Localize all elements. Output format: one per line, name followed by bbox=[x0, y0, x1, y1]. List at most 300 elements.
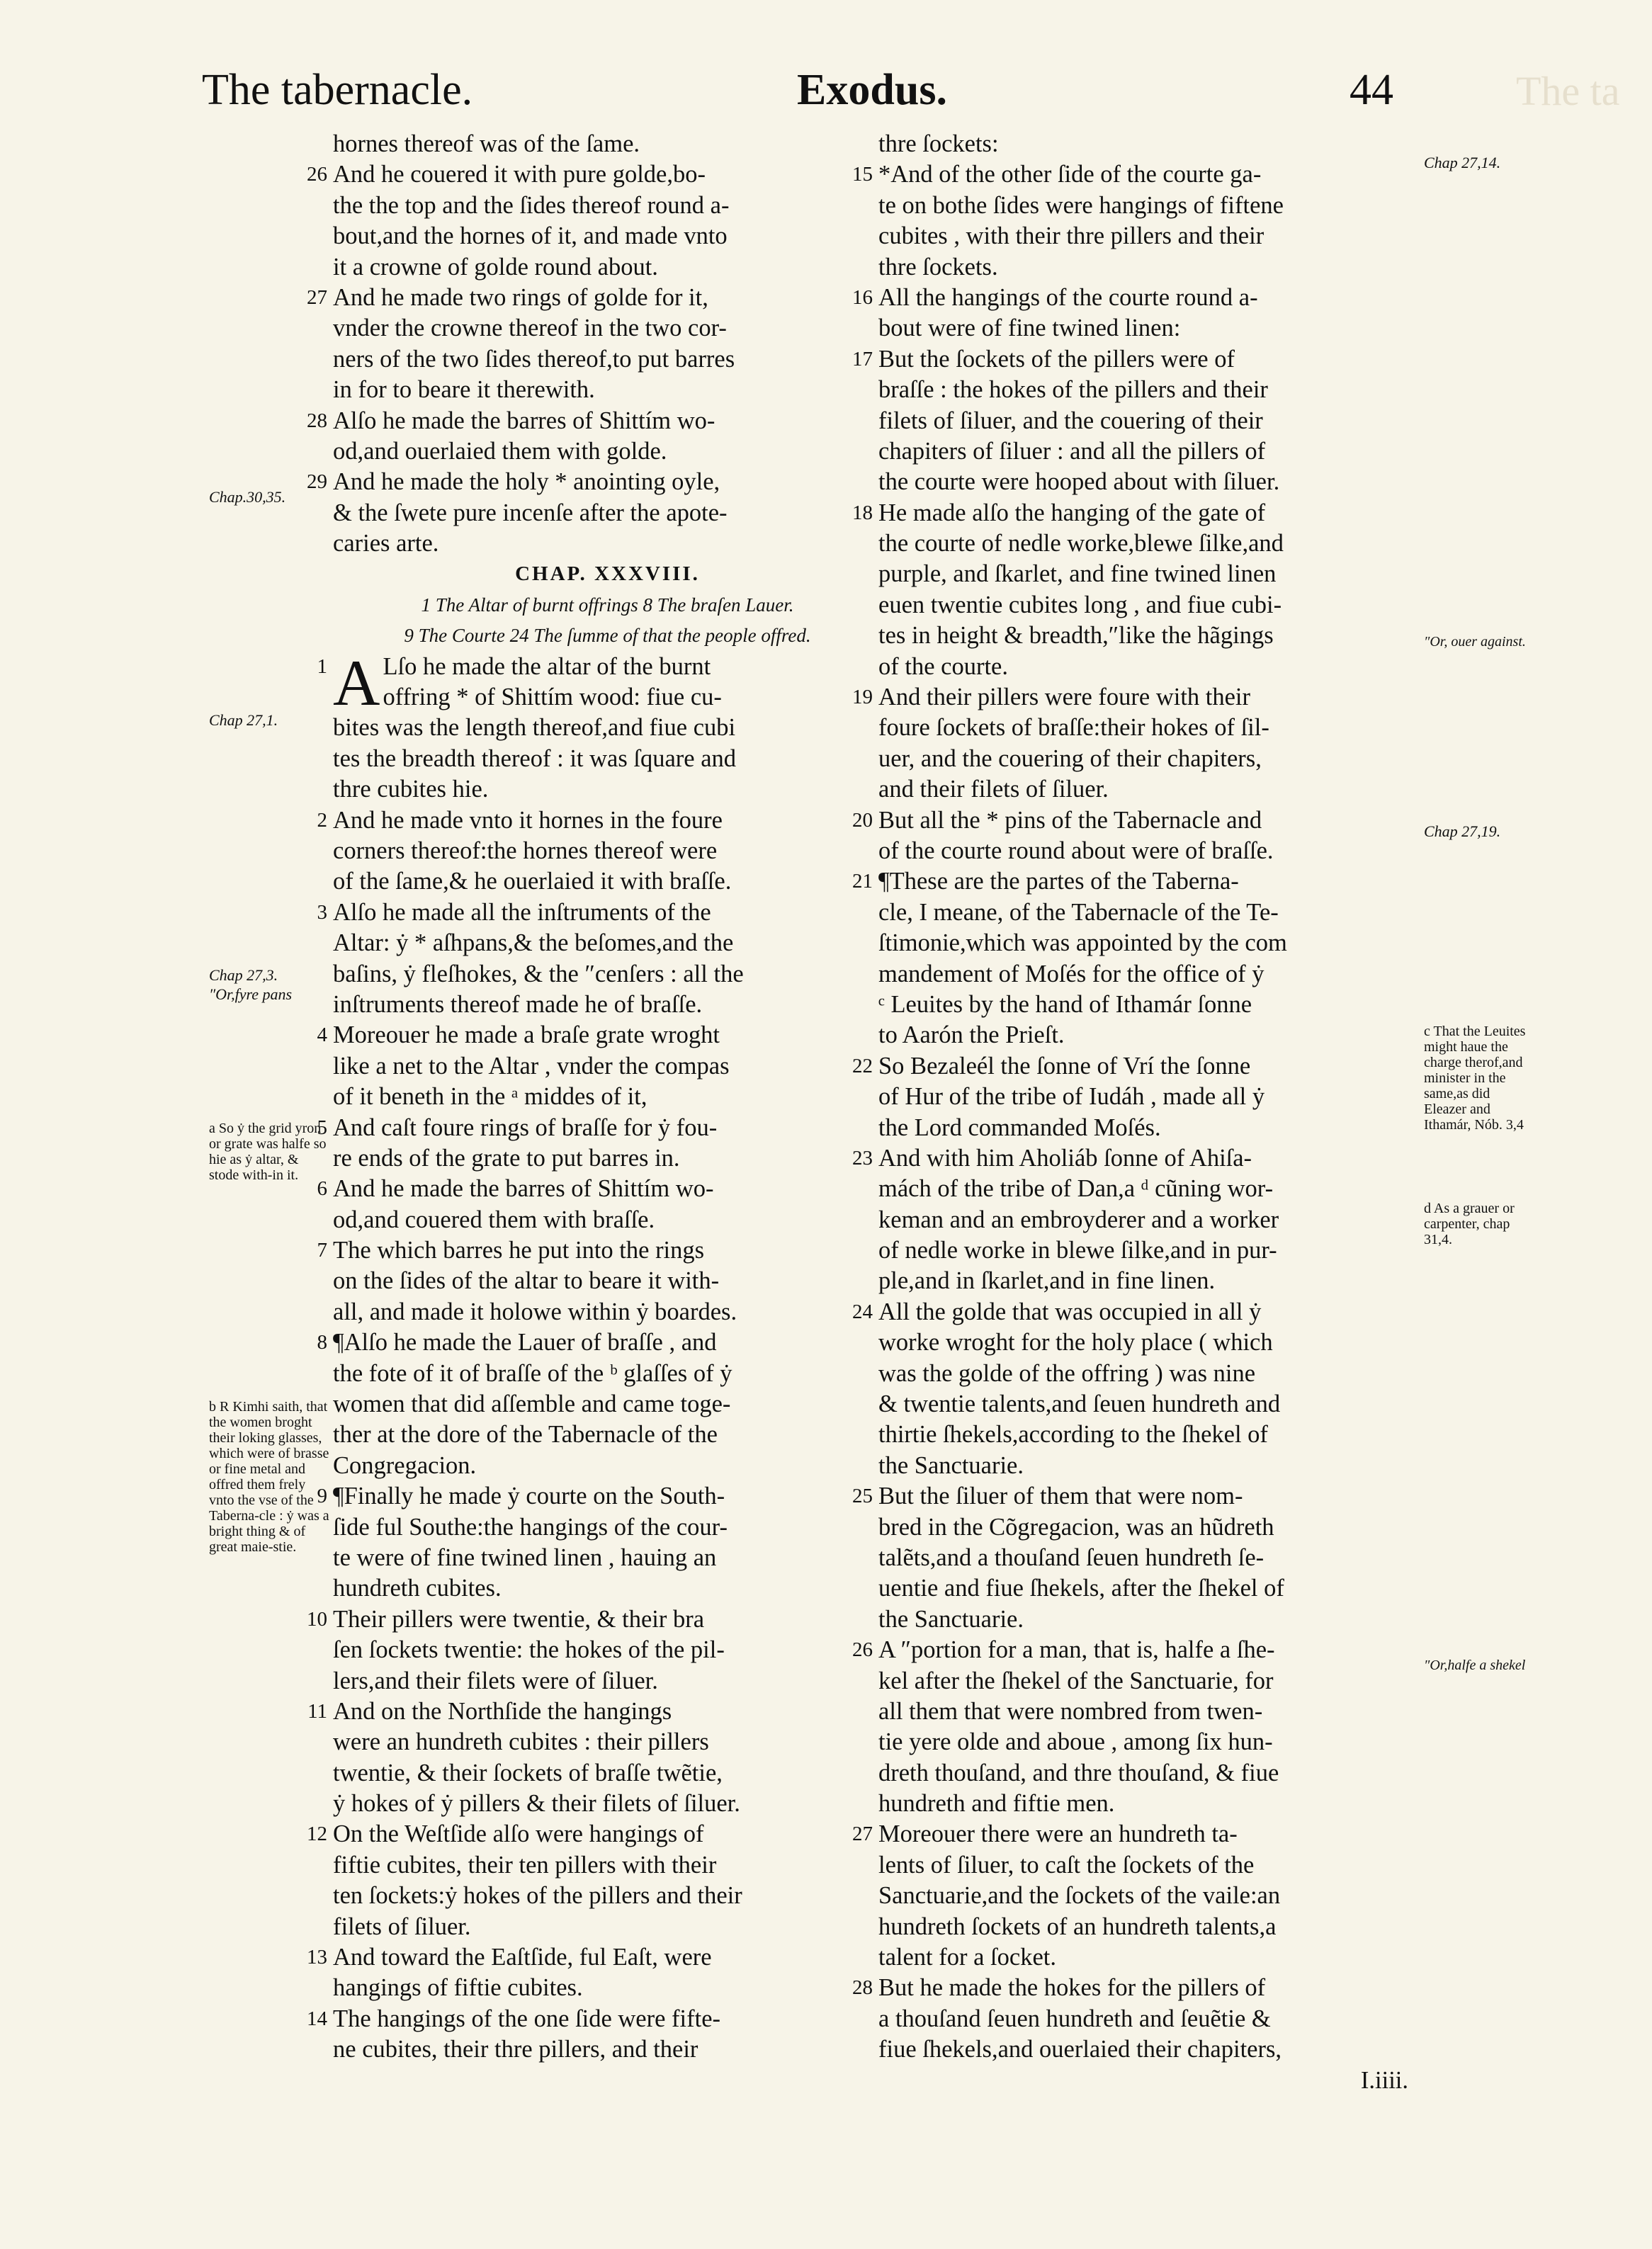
text-line bbox=[878, 1912, 1431, 1942]
text-line bbox=[878, 744, 1431, 774]
line-text: the Sanctuarie. bbox=[878, 1605, 1024, 1633]
line-text: keman and an embroyderer and a worker bbox=[878, 1206, 1279, 1233]
verse-number: 11 bbox=[307, 1699, 327, 1723]
line-text: Moreouer there were an hundreth ta- bbox=[878, 1820, 1238, 1848]
verse-line bbox=[852, 682, 1431, 713]
line-text: tes in height & breadth,″like the hãgings bbox=[878, 622, 1274, 650]
line-text: Alſo he made the barres of Shittím wo- bbox=[333, 407, 715, 434]
verse-line bbox=[852, 1481, 1431, 1512]
line-text: and their filets of ſiluer. bbox=[878, 776, 1109, 803]
line-text: But the ſockets of the pillers were of bbox=[878, 345, 1235, 373]
verse-line bbox=[307, 1604, 882, 1635]
line-text: thre cubites hie. bbox=[333, 776, 489, 803]
text-line bbox=[878, 1113, 1431, 1143]
line-text: All the hangings of the courte round a- bbox=[878, 283, 1258, 311]
text-line bbox=[333, 498, 882, 528]
line-text: talent for a ſocket. bbox=[878, 1944, 1056, 1971]
text-line bbox=[333, 866, 882, 897]
text-line bbox=[333, 559, 882, 589]
text-line bbox=[333, 1635, 882, 1665]
verse-line bbox=[307, 283, 882, 313]
text-line bbox=[333, 1297, 882, 1327]
text-line bbox=[333, 221, 882, 251]
line-text: all them that were nombred from twen- bbox=[878, 1697, 1263, 1725]
text-line bbox=[333, 1143, 882, 1174]
text-line bbox=[878, 1420, 1431, 1450]
line-text: ther at the dore of the Tabernacle of the bbox=[333, 1421, 718, 1449]
line-text: And on the Northſide the hangings bbox=[333, 1697, 672, 1725]
verse-number: 3 bbox=[317, 900, 327, 924]
text-line bbox=[878, 652, 1431, 682]
text-line bbox=[878, 1174, 1431, 1204]
margin-note-chap-27-3: Chap 27,3. bbox=[209, 966, 278, 984]
verse-number: 28 bbox=[852, 1976, 873, 2000]
line-text: of the ſame,& he ouerlaied it with braſſe. bbox=[333, 868, 732, 895]
line-text: of it beneth in the ᵃ middes of it, bbox=[333, 1083, 647, 1111]
line-text: dreth thouſand, and thre thouſand, & fiue bbox=[878, 1759, 1279, 1786]
text-line bbox=[333, 375, 882, 405]
text-line bbox=[878, 129, 1431, 159]
line-text: of Hur of the tribe of Iudáh , made all ẏ bbox=[878, 1083, 1265, 1111]
line-text: hangings of fiftie cubites. bbox=[333, 1974, 583, 2002]
text-line bbox=[878, 2034, 1431, 2065]
verse-number: 15 bbox=[852, 163, 873, 186]
verse-number: 17 bbox=[852, 347, 873, 370]
text-line bbox=[333, 191, 882, 221]
line-text: to Aarón the Prieſt. bbox=[878, 1021, 1065, 1049]
line-text: ſen ſockets twentie: the hokes of the pil- bbox=[333, 1636, 725, 1664]
line-text: caries arte. bbox=[333, 530, 439, 557]
line-text: te on bothe ſides were hangings of fiftene bbox=[878, 191, 1284, 219]
verse-number: 9 bbox=[317, 1485, 327, 1508]
line-text: thirtie ſhekels,according to the ſhekel of bbox=[878, 1421, 1268, 1449]
line-text: thre ſockets: bbox=[878, 130, 999, 157]
line-text: the Sanctuarie. bbox=[878, 1451, 1024, 1479]
text-line bbox=[878, 528, 1431, 559]
text-line bbox=[333, 1727, 882, 1757]
text-line bbox=[333, 1912, 882, 1942]
text-line bbox=[878, 928, 1431, 958]
line-text: ¶Alſo he made the Lauer of braſſe , and bbox=[333, 1329, 717, 1356]
line-text: mandement of Moſés for the office of ẏ bbox=[878, 960, 1265, 987]
verse-line bbox=[852, 1051, 1431, 1082]
text-line bbox=[333, 713, 882, 743]
bleed-through-text: The ta bbox=[1516, 68, 1620, 114]
line-text: of the courte. bbox=[878, 652, 1008, 680]
verse-number: 27 bbox=[852, 1823, 873, 1846]
text-line bbox=[878, 836, 1431, 866]
line-text: & the ſwete pure incenſe after the apote- bbox=[333, 499, 728, 526]
line-text: And he made vnto it hornes in the foure bbox=[333, 806, 723, 834]
verse-number: 16 bbox=[852, 285, 873, 309]
line-text: On the Weſtſide alſo were hangings of bbox=[333, 1820, 704, 1848]
text-line bbox=[333, 1082, 882, 1112]
line-text: Their pillers were twentie, & their bra bbox=[333, 1605, 705, 1633]
line-text: women that did aſſemble and came toge- bbox=[333, 1390, 731, 1418]
text-line bbox=[878, 1696, 1431, 1727]
text-line bbox=[878, 313, 1431, 344]
line-text: ẏ hokes of ẏ pillers & their filets of ſiluer. bbox=[333, 1790, 740, 1818]
text-line bbox=[333, 313, 882, 344]
text-line bbox=[878, 191, 1431, 221]
text-line bbox=[878, 1727, 1431, 1757]
line-text: And he couered it with pure golde,bo- bbox=[333, 161, 706, 188]
text-line bbox=[333, 682, 882, 713]
line-text: offring * of Shittím wood: fiue cu- bbox=[383, 684, 722, 711]
verse-line bbox=[852, 344, 1431, 375]
line-text: bout,and the hornes of it, and made vnto bbox=[333, 222, 728, 250]
text-line bbox=[333, 1543, 882, 1573]
line-text: like a net to the Altar , vnder the compas bbox=[333, 1052, 730, 1080]
text-line bbox=[333, 1389, 882, 1420]
drop-cap: A bbox=[333, 646, 380, 719]
text-line bbox=[878, 1389, 1431, 1420]
line-text: Congregacion. bbox=[333, 1451, 477, 1479]
text-line bbox=[333, 744, 882, 774]
line-text: tes the breadth thereof : it was ſquare and bbox=[333, 744, 737, 772]
verse-line bbox=[307, 406, 882, 436]
verse-line bbox=[317, 1174, 882, 1204]
running-header bbox=[0, 65, 1652, 129]
line-text: 1 The Altar of burnt offrings 8 The braſen Lauer. bbox=[421, 594, 794, 616]
verse-line bbox=[852, 283, 1431, 313]
verse-line bbox=[317, 897, 882, 928]
page-number: 44 bbox=[1350, 66, 1393, 114]
text-line bbox=[878, 990, 1431, 1020]
text-line bbox=[878, 1666, 1431, 1696]
line-text: lents of ſiluer, to caſt the ſockets of the bbox=[878, 1851, 1255, 1879]
line-text: ple,and in ſkarlet,and in fine linen. bbox=[878, 1267, 1216, 1295]
text-line bbox=[333, 2034, 882, 2065]
line-text: tie yere olde and aboue , among ſix hun- bbox=[878, 1728, 1273, 1756]
line-text: A ″portion for a man, that is, halfe a ſhe- bbox=[878, 1636, 1275, 1664]
line-text: But the ſiluer of them that were nom- bbox=[878, 1483, 1243, 1510]
line-text: bout were of fine twined linen: bbox=[878, 315, 1181, 342]
line-text: chapiters of ſiluer : and all the pillers of bbox=[878, 437, 1266, 465]
verse-line bbox=[317, 805, 882, 836]
text-line bbox=[333, 252, 882, 283]
text-line bbox=[333, 836, 882, 866]
line-text: ¶Finally he made ẏ courte on the South- bbox=[333, 1483, 725, 1510]
line-text: all, and made it holowe within ẏ boardes. bbox=[333, 1298, 737, 1325]
text-line bbox=[333, 1512, 882, 1543]
line-text: ¶These are the partes of the Taberna- bbox=[878, 868, 1239, 895]
verse-line bbox=[852, 1143, 1431, 1174]
margin-note-a-grid: a So ẏ the grid yron or grate was halfe so hie as ẏ altar, & stode with-in it. bbox=[209, 1121, 327, 1183]
margin-note-chap-30-35: Chap.30,35. bbox=[209, 488, 286, 506]
text-line bbox=[333, 1881, 882, 1911]
line-text: thre ſockets. bbox=[878, 253, 998, 281]
margin-note-b-kimhi: b R Kimhi saith, that the women broght their loking glasses, which were of brasse or fine metal and offred them frely vnto the vse of the Taberna-cle : ẏ was a bright thing & of great maie-stie. bbox=[209, 1399, 329, 1555]
verse-number: 5 bbox=[317, 1116, 327, 1139]
verse-number: 6 bbox=[317, 1177, 327, 1201]
line-text: euen twentie cubites long , and fiue cubi- bbox=[878, 591, 1282, 618]
margin-note-halfe-shekel: ″Or,halfe a shekel bbox=[1424, 1658, 1526, 1673]
line-text: od,and couered them with braſſe. bbox=[333, 1206, 655, 1233]
line-text: ten ſockets:ẏ hokes of the pillers and their bbox=[333, 1882, 742, 1910]
line-text: the the top and the ſides thereof round a- bbox=[333, 191, 730, 219]
line-text: filets of ſiluer. bbox=[333, 1913, 471, 1940]
text-line bbox=[878, 1205, 1431, 1235]
text-line bbox=[878, 621, 1431, 651]
text-line bbox=[333, 528, 882, 559]
line-text: ſide ful Southe:the hangings of the cour- bbox=[333, 1513, 728, 1541]
text-line bbox=[878, 1789, 1431, 1819]
text-line bbox=[333, 1850, 882, 1881]
line-text: ners of the two ſides thereof,to put barres bbox=[333, 345, 735, 373]
line-text: And he made two rings of golde for it, bbox=[333, 283, 708, 311]
text-line bbox=[878, 375, 1431, 405]
line-text: And he made the barres of Shittím wo- bbox=[333, 1175, 714, 1203]
line-text: it a crowne of golde round about. bbox=[333, 253, 658, 281]
text-line bbox=[878, 436, 1431, 467]
verse-line bbox=[317, 1235, 882, 1266]
line-text: on the ſides of the altar to beare it with- bbox=[333, 1267, 720, 1295]
line-text: ne cubites, their thre pillers, and their bbox=[333, 2036, 698, 2063]
verse-number: 28 bbox=[307, 409, 327, 432]
line-text: Alſo he made all the inſtruments of the bbox=[333, 898, 711, 926]
left-text-column bbox=[307, 129, 882, 2066]
verse-number: 4 bbox=[317, 1024, 327, 1047]
line-text: baſins, ẏ fleſhokes, & the ″cenſers : all the bbox=[333, 960, 744, 987]
text-line bbox=[333, 1051, 882, 1082]
line-text: braſſe : the hokes of the pillers and their bbox=[878, 376, 1268, 404]
verse-number: 8 bbox=[317, 1331, 327, 1354]
verse-number: 27 bbox=[307, 285, 327, 309]
line-text: cubites , with their thre pillers and their bbox=[878, 222, 1265, 250]
text-line bbox=[878, 1020, 1431, 1050]
verse-number: 19 bbox=[852, 686, 873, 709]
text-line bbox=[878, 959, 1431, 990]
verse-number: 22 bbox=[852, 1054, 873, 1077]
verse-number: 20 bbox=[852, 808, 873, 832]
text-line bbox=[333, 774, 882, 805]
text-line bbox=[333, 1666, 882, 1696]
verse-line bbox=[852, 1635, 1431, 1665]
line-text: Moreouer he made a braſe grate wroght bbox=[333, 1021, 720, 1049]
verse-line bbox=[852, 498, 1431, 528]
text-line bbox=[333, 1359, 882, 1389]
margin-note-chap-27-1: Chap 27,1. bbox=[209, 711, 278, 729]
text-line bbox=[333, 928, 882, 958]
verse-line bbox=[307, 2004, 882, 2034]
text-line bbox=[878, 1881, 1431, 1911]
text-line bbox=[878, 1758, 1431, 1789]
verse-number: 29 bbox=[307, 470, 327, 494]
verse-number: 1 bbox=[317, 655, 327, 678]
text-line bbox=[878, 1359, 1431, 1389]
line-text: hundreth and fiftie men. bbox=[878, 1790, 1115, 1818]
text-line bbox=[333, 959, 882, 990]
text-line bbox=[333, 1573, 882, 1604]
line-text: I.iiii. bbox=[1360, 2066, 1408, 2094]
line-text: fiue ſhekels,and ouerlaied their chapiters, bbox=[878, 2036, 1282, 2063]
text-line bbox=[333, 1420, 882, 1450]
line-text: in for to beare it therewith. bbox=[333, 376, 595, 404]
line-text: CHAP. XXXVIII. bbox=[515, 562, 700, 586]
verse-number: 26 bbox=[852, 1638, 873, 1662]
line-text: the courte were hooped about with ſiluer. bbox=[878, 468, 1280, 496]
line-text: was the golde of the offring ) was nine bbox=[878, 1359, 1256, 1387]
verse-line bbox=[307, 1696, 882, 1727]
text-line bbox=[878, 1512, 1431, 1543]
text-line bbox=[878, 406, 1431, 436]
line-text: worke wroght for the holy place ( which bbox=[878, 1329, 1273, 1356]
line-text: And caſt foure rings of braſſe for ẏ fou- bbox=[333, 1114, 718, 1141]
line-text: He made alſo the hanging of the gate of bbox=[878, 499, 1266, 526]
text-line bbox=[878, 774, 1431, 805]
text-line bbox=[878, 1543, 1431, 1573]
line-text: uer, and the couering of their chapiters, bbox=[878, 744, 1262, 772]
text-line bbox=[878, 1573, 1431, 1604]
verse-number: 7 bbox=[317, 1239, 327, 1262]
text-line bbox=[878, 713, 1431, 743]
line-text: And with him Aholiáb ſonne of Ahiſa- bbox=[878, 1144, 1252, 1172]
verse-line bbox=[317, 1020, 882, 1050]
text-line bbox=[333, 621, 882, 651]
verse-line bbox=[852, 159, 1431, 190]
text-line bbox=[333, 1789, 882, 1819]
text-line bbox=[878, 1082, 1431, 1112]
verse-number: 2 bbox=[317, 808, 327, 832]
text-line bbox=[878, 1942, 1431, 1973]
line-text: the fote of it of braſſe of the ᵇ glaſſes of ẏ bbox=[333, 1359, 732, 1387]
line-text: foure ſockets of braſſe:their hokes of ſil- bbox=[878, 714, 1269, 742]
verse-number: 18 bbox=[852, 501, 873, 524]
header-book-title: Exodus. bbox=[797, 66, 947, 114]
verse-line bbox=[317, 1481, 882, 1512]
line-text: were an hundreth cubites : their pillers bbox=[333, 1728, 709, 1756]
line-text: And toward the Eaſtſide, ful Eaſt, were bbox=[333, 1944, 712, 1971]
line-text: uentie and fiue ſhekels, after the ſhekel of bbox=[878, 1575, 1284, 1602]
line-text: ᶜ Leuites by the hand of Ithamár ſonne bbox=[878, 990, 1252, 1018]
text-line bbox=[333, 1973, 882, 2003]
verse-line bbox=[852, 805, 1431, 836]
line-text: fiftie cubites, their ten pillers with their bbox=[333, 1851, 717, 1879]
line-text: But all the * pins of the Tabernacle and bbox=[878, 806, 1262, 834]
verse-line bbox=[852, 1297, 1431, 1327]
margin-note-chap-27-19: Chap 27,19. bbox=[1424, 822, 1501, 840]
verse-number: 21 bbox=[852, 870, 873, 893]
verse-line bbox=[307, 1942, 882, 1973]
line-text: lers,and their filets were of ſiluer. bbox=[333, 1667, 658, 1694]
line-text: And their pillers were foure with their bbox=[878, 684, 1250, 711]
line-text: Sanctuarie,and the ſockets of the vaile:an bbox=[878, 1882, 1281, 1910]
verse-number: 25 bbox=[852, 1485, 873, 1508]
text-line bbox=[878, 1235, 1431, 1266]
line-text: 9 The Courte 24 The ſumme of that the people offred. bbox=[404, 625, 811, 647]
line-text: hundreth ſockets of an hundreth talents,a bbox=[878, 1913, 1277, 1940]
verse-number: 26 bbox=[307, 163, 327, 186]
text-line bbox=[878, 559, 1431, 589]
text-line bbox=[878, 1604, 1431, 1635]
line-text: All the golde that was occupied in all ẏ bbox=[878, 1298, 1262, 1325]
text-line bbox=[333, 344, 882, 375]
text-line bbox=[333, 1266, 882, 1296]
text-line bbox=[333, 1451, 882, 1481]
line-text: cle, I meane, of the Tabernacle of the Te- bbox=[878, 898, 1279, 926]
line-text: talẽts,and a thouſand ſeuen hundreth ſe- bbox=[878, 1543, 1265, 1571]
line-text: a thouſand ſeuen hundreth and ſeuẽtie & bbox=[878, 2005, 1271, 2032]
text-line bbox=[333, 436, 882, 467]
line-text: the Lord commanded Moſés. bbox=[878, 1114, 1161, 1141]
verse-number: 23 bbox=[852, 1146, 873, 1169]
header-left-title: The tabernacle. bbox=[202, 66, 473, 114]
line-text: And he made the holy * anointing oyle, bbox=[333, 468, 720, 496]
verse-number: 12 bbox=[307, 1823, 327, 1846]
verse-line bbox=[307, 159, 882, 190]
verse-line bbox=[307, 467, 882, 497]
right-text-column bbox=[852, 129, 1431, 2096]
line-text: *And of the other ſide of the courte ga- bbox=[878, 161, 1262, 188]
text-line bbox=[878, 1266, 1431, 1296]
text-line bbox=[878, 467, 1431, 497]
text-line bbox=[333, 129, 882, 159]
line-text: Altar: ẏ * aſhpans,& the beſomes,and the bbox=[333, 929, 734, 957]
verse-number: 14 bbox=[307, 2007, 327, 2030]
line-text: filets of ſiluer, and the couering of their bbox=[878, 407, 1263, 434]
line-text: inſtruments thereof made he of braſſe. bbox=[333, 990, 703, 1018]
line-text: re ends of the grate to put barres in. bbox=[333, 1144, 680, 1172]
line-text: The hangings of the one ſide were fifte- bbox=[333, 2005, 720, 2032]
text-line bbox=[878, 897, 1431, 928]
line-text: mách of the tribe of Dan,a ᵈ cũning wor- bbox=[878, 1175, 1274, 1203]
margin-note-chap-27-14: Chap 27,14. bbox=[1424, 154, 1501, 171]
line-text: hornes thereof was of the ſame. bbox=[333, 130, 640, 157]
line-text: of nedle worke in blewe ſilke,and in pur- bbox=[878, 1237, 1277, 1264]
margin-note-d-grauer: d As a grauer or carpenter, chap 31,4. bbox=[1424, 1201, 1515, 1247]
line-text: corners thereof:the hornes thereof were bbox=[333, 837, 718, 864]
text-line bbox=[878, 2066, 1431, 2096]
line-text: te were of fine twined linen , hauing an bbox=[333, 1543, 717, 1571]
line-text: kel after the ſhekel of the Sanctuarie, for bbox=[878, 1667, 1274, 1694]
line-text: of the courte round about were of braſſe. bbox=[878, 837, 1274, 864]
verse-line bbox=[307, 1819, 882, 1849]
line-text: bites was the length thereof,and fiue cubi bbox=[333, 714, 736, 742]
margin-note-c-leuites: c That the Leuites might haue the charge therof,and minister in the same,as did Eleazer and Ithamár, Nób. 3,4 bbox=[1424, 1024, 1526, 1133]
text-line bbox=[878, 221, 1431, 251]
text-line bbox=[878, 1850, 1431, 1881]
line-text: hundreth cubites. bbox=[333, 1575, 502, 1602]
text-line bbox=[878, 1327, 1431, 1358]
line-text: & twentie talents,and ſeuen hundreth and bbox=[878, 1390, 1281, 1418]
verse-line bbox=[852, 866, 1431, 897]
text-line bbox=[333, 1205, 882, 1235]
text-line bbox=[878, 2004, 1431, 2034]
margin-note-fyre-pans: ″Or,fyre pans bbox=[209, 985, 293, 1003]
verse-line bbox=[317, 1113, 882, 1143]
line-text: vnder the crowne thereof in the two cor- bbox=[333, 315, 727, 342]
text-line bbox=[333, 990, 882, 1020]
line-text: bred in the Cõgregacion, was an hũdreth bbox=[878, 1513, 1274, 1541]
text-line bbox=[878, 252, 1431, 283]
text-line bbox=[333, 1758, 882, 1789]
verse-number: 10 bbox=[307, 1607, 327, 1631]
verse-number: 13 bbox=[307, 1946, 327, 1969]
margin-note-or-against: ″Or, ouer against. bbox=[1424, 634, 1526, 650]
line-text: ſtimonie,which was appointed by the com bbox=[878, 929, 1287, 957]
line-text: The which barres he put into the rings bbox=[333, 1237, 705, 1264]
line-text: twentie, & their ſockets of braſſe twẽtie, bbox=[333, 1759, 723, 1786]
verse-line bbox=[317, 1327, 882, 1358]
line-text: Lſo he made the altar of the burnt bbox=[383, 652, 711, 680]
text-line bbox=[333, 590, 882, 621]
verse-line bbox=[852, 1973, 1431, 2003]
line-text: So Bezaleél the ſonne of Vrí the ſonne bbox=[878, 1052, 1251, 1080]
line-text: purple, and ſkarlet, and fine twined linen bbox=[878, 560, 1277, 588]
text-line bbox=[878, 590, 1431, 621]
verse-number: 24 bbox=[852, 1300, 873, 1323]
